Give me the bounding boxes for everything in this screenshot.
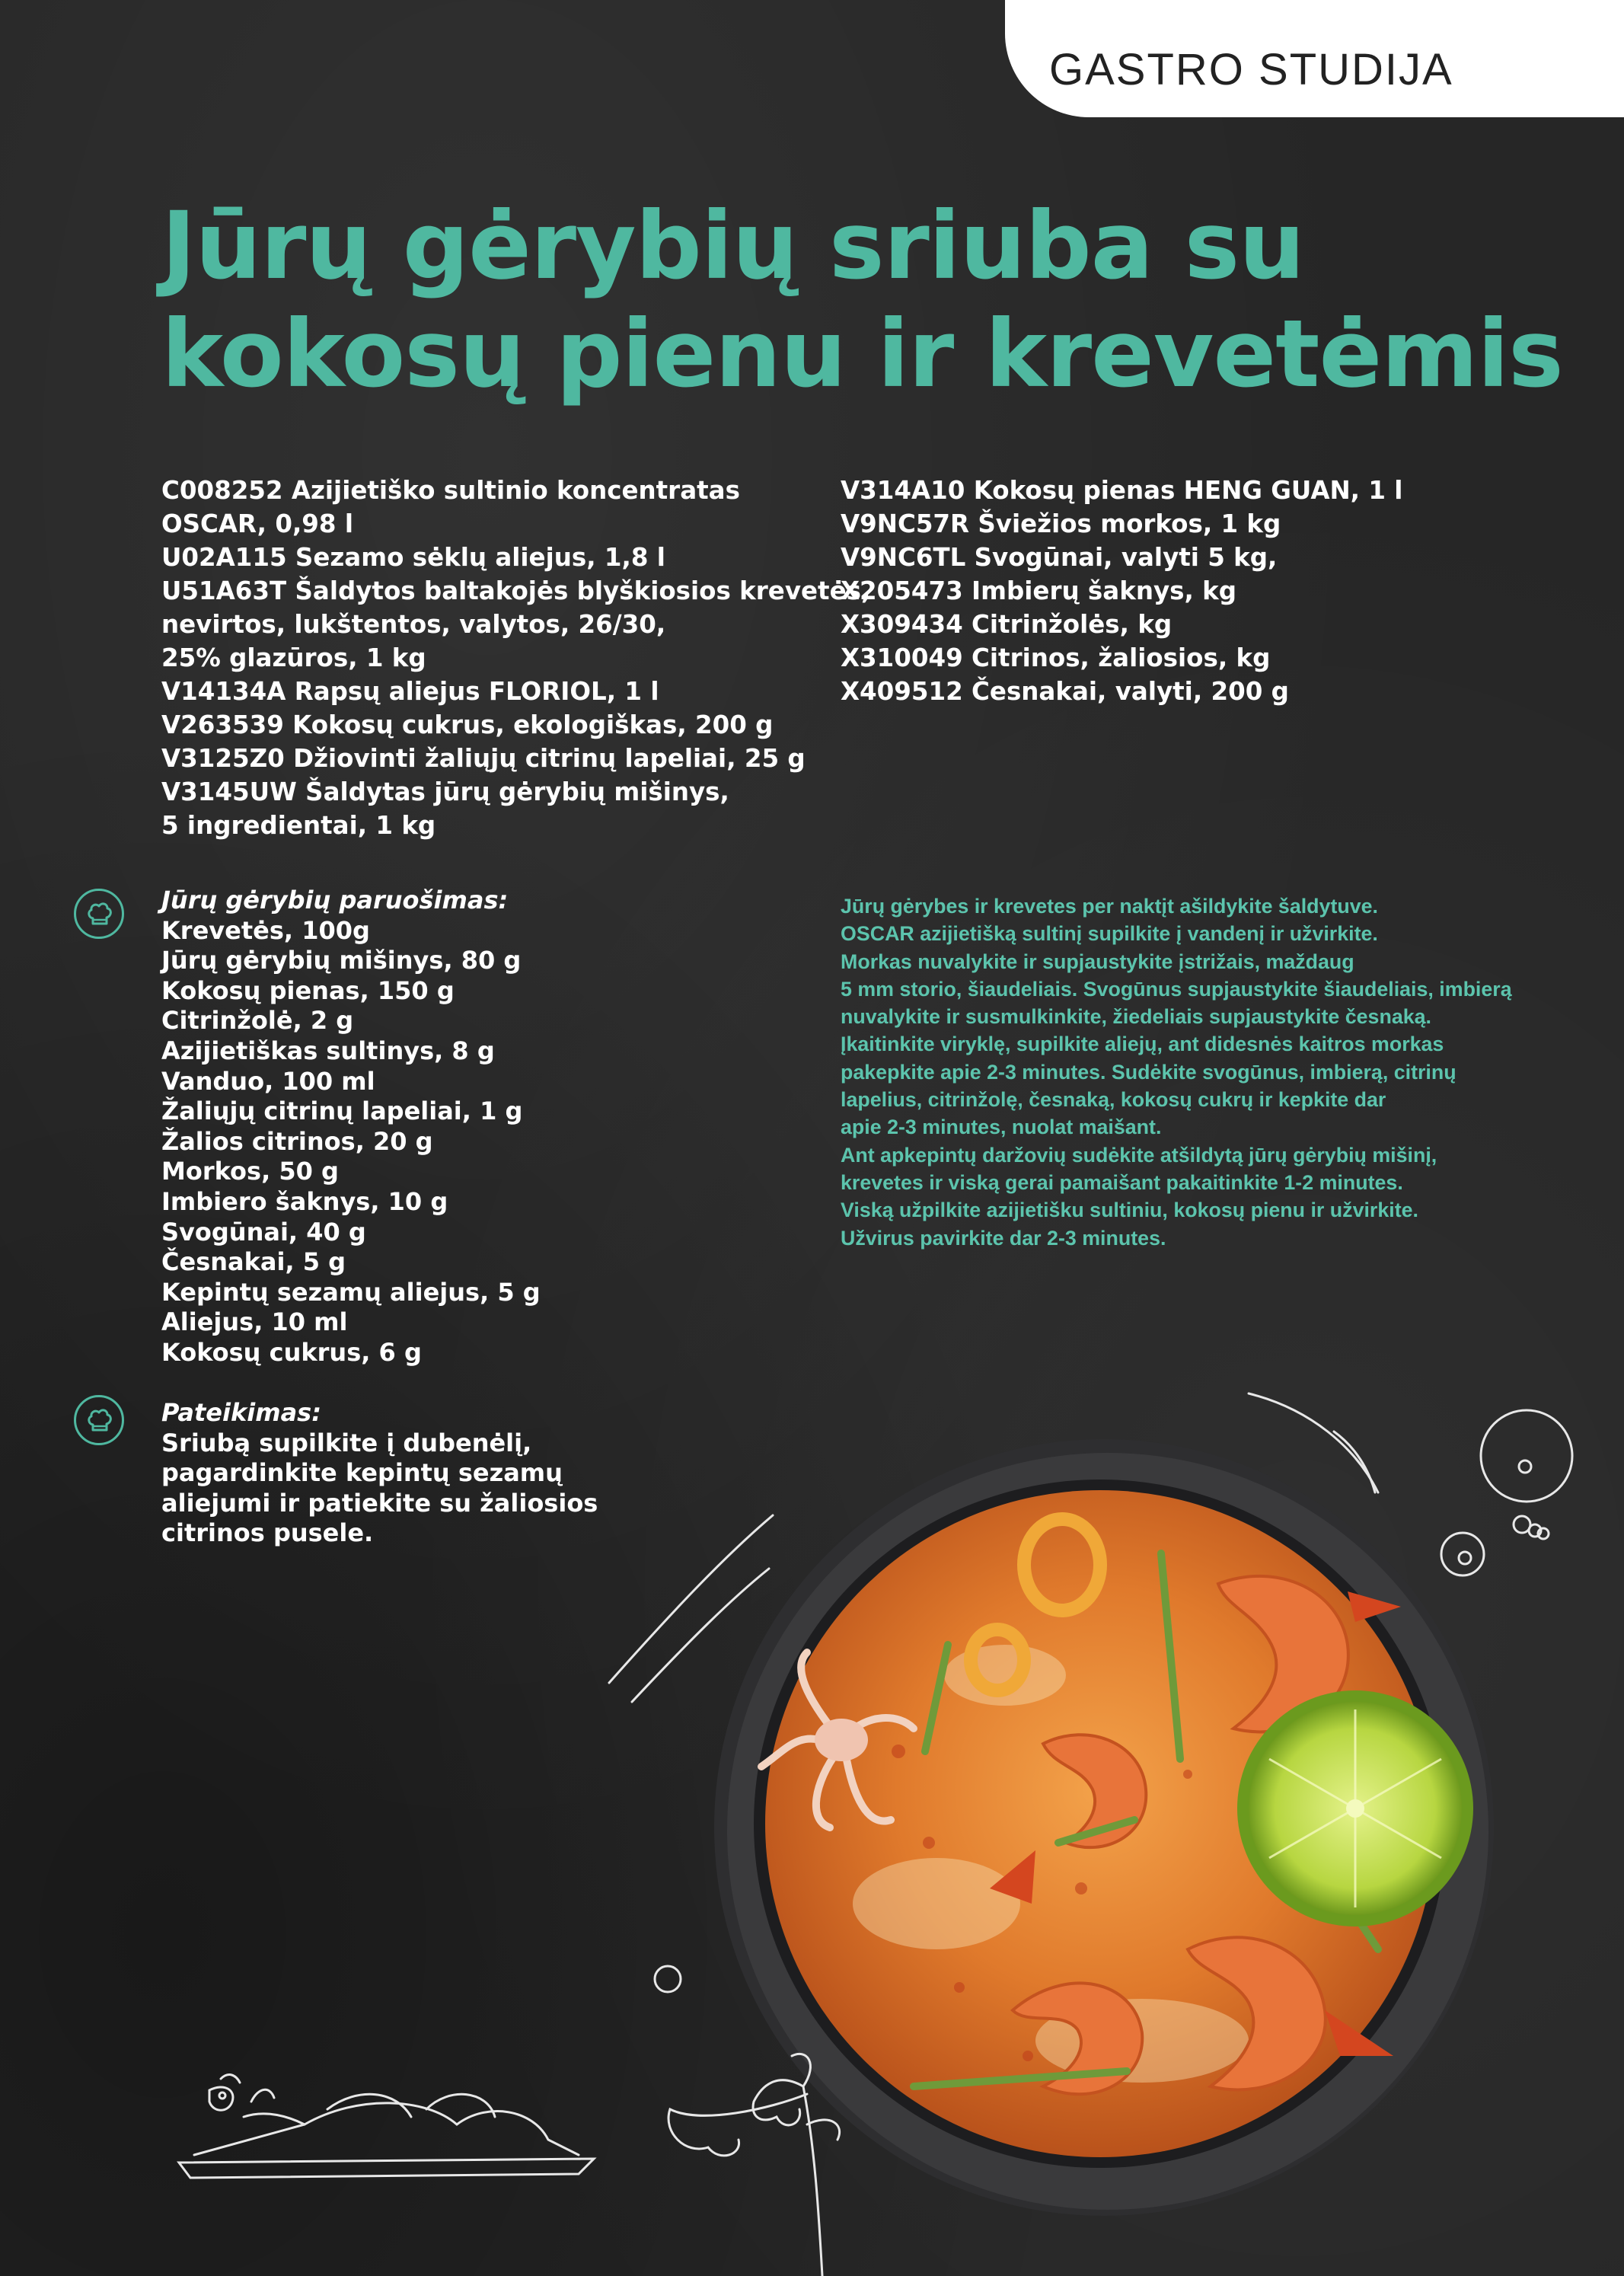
instruction-line: Viską užpilkite azijietišku sultiniu, kokosų pienu ir užvirkite. [841, 1199, 1418, 1222]
ingredient-line: 25% glazūros, 1 kg [161, 643, 426, 672]
instruction-line: Įkaitinkite viryklę, supilkite aliejų, ant didesnės kaitros morkas [841, 1033, 1444, 1056]
preparation-item: Jūrų gėrybių mišinys, 80 g [161, 946, 522, 975]
preparation-item: Kokosų cukrus, 6 g [161, 1337, 422, 1367]
lime-half [1237, 1690, 1473, 1926]
ingredient-line: V9NC57R Šviežios morkos, 1 kg [841, 509, 1281, 538]
ingredient-line: U02A115 Sezamo sėklų aliejus, 1,8 l [161, 543, 665, 572]
instruction-line: pakepkite apie 2-3 minutes. Sudėkite svogūnus, imbierą, citrinų [841, 1060, 1456, 1084]
preparation-item: Žaliųjų citrinų lapeliai, 1 g [161, 1097, 523, 1126]
preparation-item: Krevetės, 100g [161, 915, 370, 945]
ingredient-line: OSCAR, 0,98 l [161, 509, 353, 538]
preparation-heading: Jūrų gėrybių paruošimas: [161, 886, 509, 915]
soup-bowl-photo [714, 1439, 1494, 2216]
ingredient-line: V3125Z0 Džiovinti žaliųjų citrinų lapeliai, 25 g [161, 744, 806, 773]
preparation-item: Citrinžolė, 2 g [161, 1006, 354, 1036]
ingredient-line: V3145UW Šaldytas jūrų gėrybių mišinys, [161, 777, 729, 806]
ingredient-line: X309434 Citrinžolės, kg [841, 610, 1173, 639]
instruction-line: apie 2-3 minutes, nuolat maišant. [841, 1116, 1162, 1139]
preparation-item: Azijietiškas sultinys, 8 g [161, 1036, 495, 1065]
ingredient-line: 5 ingredientai, 1 kg [161, 811, 436, 840]
ingredient-line: V14134A Rapsų aliejus FLORIOL, 1 l [161, 677, 659, 706]
ingredient-line: V263539 Kokosų cukrus, ekologiškas, 200 g [161, 710, 774, 739]
brand-logo-text: GASTRO STUDIJA [1049, 45, 1453, 94]
ingredient-line: X409512 Česnakai, valyti, 200 g [841, 677, 1289, 706]
instruction-line: OSCAR azijietišką sultinį supilkite į vandenį ir užvirkite. [841, 922, 1378, 946]
serving-heading: Pateikimas: [161, 1398, 321, 1427]
preparation-item: Kokosų pienas, 150 g [161, 975, 455, 1005]
serving-line: citrinos pusele. [161, 1518, 374, 1548]
ingredient-line: V314A10 Kokosų pienas HENG GUAN, 1 l [841, 476, 1403, 505]
title-line-2: kokosų pienu ir krevetėmis [161, 300, 1563, 408]
ingredient-line: nevirtos, lukštentos, valytos, 26/30, [161, 610, 666, 639]
preparation-item: Kepintų sezamų aliejus, 5 g [161, 1277, 541, 1307]
ingredient-line: V9NC6TL Svogūnai, valyti 5 kg, [841, 543, 1278, 572]
preparation-item: Imbiero šaknys, 10 g [161, 1186, 448, 1216]
preparation-item: Česnakai, 5 g [161, 1247, 346, 1277]
instruction-line: nuvalykite ir susmulkinkite, žiedeliais supjaustykite česnaką. [841, 1005, 1431, 1029]
preparation-item: Aliejus, 10 ml [161, 1307, 348, 1337]
ingredient-line: X205473 Imbierų šaknys, kg [841, 576, 1237, 605]
instruction-line: krevetes ir viską gerai pamaišant pakaitinkite 1-2 minutes. [841, 1170, 1403, 1194]
instruction-line: 5 mm storio, šiaudeliais. Svogūnus supjaustykite šiaudeliais, imbierą [841, 977, 1512, 1001]
preparation-item: Svogūnai, 40 g [161, 1217, 366, 1247]
serving-line: Sriubą supilkite į dubenėlį, [161, 1428, 532, 1457]
herb-sprig-drawing [668, 2054, 840, 2276]
instruction-line: Morkas nuvalykite ir supjaustykite įstrižais, maždaug [841, 950, 1354, 973]
fish-platter-drawing [179, 2075, 594, 2178]
ingredient-line: C008252 Azijietiško sultinio koncentratas [161, 476, 740, 505]
instruction-line: lapelius, citrinžolę, česnaką, kokosų cukrų ir kepkite dar [841, 1088, 1386, 1112]
ingredient-line: U51A63T Šaldytos baltakojės blyškiosios krevetės, [161, 576, 871, 605]
preparation-item: Vanduo, 100 ml [161, 1066, 375, 1096]
serving-line: pagardinkite kepintų sezamų [161, 1458, 563, 1488]
serving-line: aliejumi ir patiekite su žaliosios [161, 1488, 598, 1518]
instruction-line: Jūrų gėrybes ir krevetes per naktįt ašildykite šaldytuve. [841, 895, 1378, 918]
title-line-1: Jūrų gėrybių sriuba su [161, 192, 1305, 300]
preparation-item: Morkos, 50 g [161, 1157, 339, 1186]
instruction-line: Užvirus pavirkite dar 2-3 minutes. [841, 1226, 1166, 1250]
ingredient-line: X310049 Citrinos, žaliosios, kg [841, 643, 1271, 672]
preparation-item: Žalios citrinos, 20 g [161, 1126, 433, 1156]
instruction-line: Ant apkepintų daržovių sudėkite atšildytą jūrų gėrybių mišinį, [841, 1143, 1437, 1167]
